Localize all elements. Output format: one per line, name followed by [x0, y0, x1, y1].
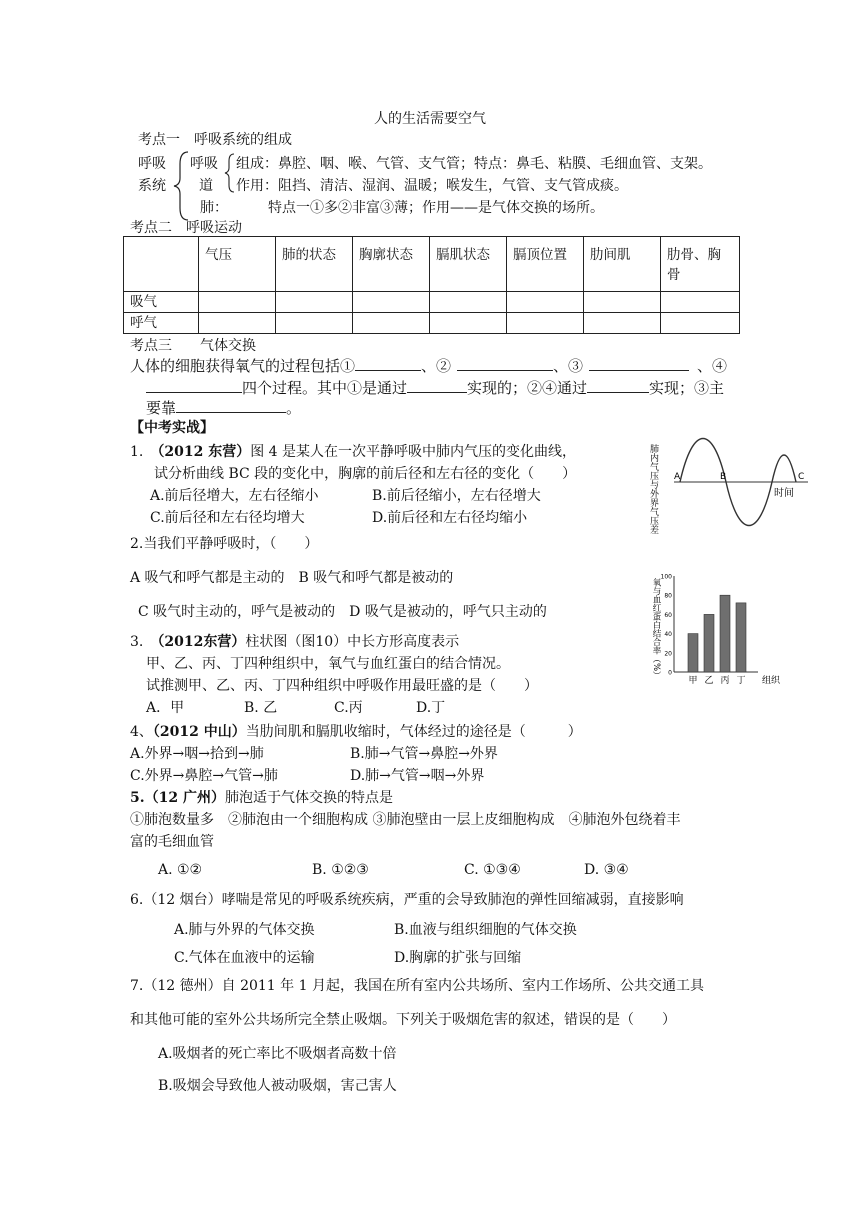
q4-option-c[interactable]: C.外界→鼻腔→气管→肺 — [130, 768, 278, 784]
q3-stem2: 甲、乙、丙、丁四种组织中，氧气与血红蛋白的结合情况。 — [146, 656, 510, 672]
q2-options-cd[interactable]: C 吸气时主动的，呼气是被动的 D 吸气是被动的，呼气只主动的 — [138, 604, 547, 620]
q4-option-b[interactable]: B.肺→气管→鼻腔→外界 — [350, 746, 498, 762]
q6-option-c[interactable]: C.气体在血液中的运输 — [174, 950, 315, 966]
kp1-composition: 组成：鼻腔、咽、喉、气管、支气管；特点：鼻毛、粘膜、毛细血管、支架。 — [236, 156, 712, 172]
blank-3[interactable] — [589, 356, 689, 371]
q3-option-d[interactable]: D.丁 — [416, 700, 446, 716]
y-tick-label: 60 — [664, 611, 672, 619]
kp3-line2: 四个过程。其中①是通过 实现的；②④通过 实现；③主 — [146, 378, 724, 398]
kp2-heading: 考点二 呼吸运动 — [130, 220, 242, 236]
kp1-lung-label: 肺： — [200, 200, 228, 216]
kp1-tract-top: 呼吸 — [190, 156, 218, 172]
table-header-cell: 肋骨、胸骨 — [661, 237, 740, 292]
table-header-cell: 胸廓状态 — [353, 237, 430, 292]
q1-stem2: 试分析曲线 BC 段的变化中，胸廓的前后径和左右径的变化（ ） — [154, 466, 577, 482]
section-heading: 【中考实战】 — [130, 420, 214, 436]
table-header-cell: 膈肌状态 — [430, 237, 507, 292]
kp1-tract-bottom: 道 — [199, 178, 213, 194]
q3-option-c[interactable]: C.丙 — [334, 700, 363, 716]
q6-stem: 6.（12 烟台）哮喘是常见的呼吸系统疾病，严重的会导致肺泡的弹性回缩减弱，直接影响 — [130, 892, 684, 908]
q5-opts2: 富的毛细血管 — [130, 834, 214, 850]
table-cell — [507, 292, 584, 313]
table-cell — [353, 313, 430, 334]
table-cell — [276, 313, 353, 334]
table-cell — [276, 292, 353, 313]
chart1-ylabel: 肺内气压与外界气压差 — [648, 444, 658, 534]
category-label: 丁 — [736, 676, 746, 686]
table-header-cell: 气压 — [199, 237, 276, 292]
table-cell — [430, 313, 507, 334]
breathing-table — [123, 236, 740, 334]
blank-6[interactable] — [587, 378, 649, 393]
kp1-function: 作用：阻挡、清洁、湿润、温暖；喉发生，气管、支气管成痰。 — [236, 178, 628, 194]
q1-option-c[interactable]: C.前后径和左右径均增大 — [150, 510, 305, 526]
kp1-lung-text: 特点一①多②非富③薄；作用——是气体交换的场所。 — [268, 200, 604, 216]
y-tick-label: 100 — [660, 573, 672, 581]
q7-option-b[interactable]: B.吸烟会导致他人被动吸烟，害己害人 — [158, 1078, 397, 1094]
table-cell — [507, 313, 584, 334]
y-tick-label: 40 — [664, 631, 672, 639]
table-cell — [661, 292, 740, 313]
table-header-cell — [124, 237, 199, 292]
table-cell — [199, 313, 276, 334]
table-cell — [353, 292, 430, 313]
q4-option-a[interactable]: A.外界→咽→拾到→肺 — [130, 746, 264, 762]
table-row — [124, 313, 740, 334]
table-cell — [661, 313, 740, 334]
bar-1 — [704, 614, 714, 672]
category-label: 甲 — [688, 676, 698, 686]
blank-5[interactable] — [407, 378, 467, 393]
kp3-line1: 人体的细胞获得氧气的过程包括① 、② 、③ 、④ — [130, 357, 728, 375]
bar-0 — [688, 634, 698, 672]
blank-7[interactable] — [176, 398, 286, 413]
kp1-heading: 考点一 呼吸系统的组成 — [138, 132, 292, 148]
y-tick-label: 80 — [664, 592, 672, 600]
chart2-ylabel: 氧与血红蛋白结合率（%） — [651, 578, 661, 680]
table-header-cell: 肺的状态 — [276, 237, 353, 292]
chart1-point-a: A — [674, 472, 681, 482]
q6-option-d[interactable]: D.胸廓的扩张与回缩 — [394, 950, 522, 966]
q7-stem2: 和其他可能的室外公共场所完全禁止吸烟。下列关于吸烟危害的叙述，错误的是（ ） — [130, 1012, 676, 1028]
category-label: 乙 — [704, 676, 714, 686]
table-header-cell: 肋间肌 — [584, 237, 661, 292]
category-label: 丙 — [720, 676, 730, 686]
q7-option-a[interactable]: A.吸烟者的死亡率比不吸烟者高数十倍 — [158, 1046, 397, 1062]
q5-stem: 5.（12 广州）肺泡适于气体交换的特点是 — [130, 790, 393, 806]
q4-option-d[interactable]: D.肺→气管→咽→外界 — [350, 768, 485, 784]
q5-option-d[interactable]: D. ③④ — [584, 862, 629, 878]
table-header-cell: 膈顶位置 — [507, 237, 584, 292]
table-cell — [199, 292, 276, 313]
kp3-heading: 考点三 气体交换 — [130, 338, 256, 354]
table-cell — [430, 292, 507, 313]
kp1-system-top: 呼吸 — [138, 156, 166, 172]
page-title: 人的生活需要空气 — [374, 111, 486, 127]
bar-2 — [720, 595, 730, 672]
q5-opts1: ①肺泡数量多 ②肺泡由一个细胞构成 ③肺泡壁由一层上皮细胞构成 ④肺泡外包绕着丰 — [130, 812, 681, 828]
q6-option-b[interactable]: B.血液与组织细胞的气体交换 — [394, 922, 577, 938]
chart1-point-b: B — [720, 472, 727, 482]
q1-stem: 1. （2012 东营）图 4 是某人在一次平静呼吸中肺内气压的变化曲线， — [130, 444, 577, 460]
chart2-xlabel: 组织 — [762, 676, 781, 686]
q2-options-ab[interactable]: A 吸气和呼气都是主动的 B 吸气和呼气都是被动的 — [130, 570, 454, 586]
pressure-curve-chart — [648, 436, 812, 536]
q3-stem: 3. （2012东营）柱状图（图10）中长方形高度表示 — [130, 634, 460, 650]
q3-stem3: 试推测甲、乙、丙、丁四种组织中呼吸作用最旺盛的是（ ） — [146, 678, 538, 694]
q5-option-b[interactable]: B. ①②③ — [312, 862, 369, 878]
bar-3 — [736, 603, 746, 672]
q5-option-a[interactable]: A. ①② — [158, 862, 203, 878]
blank-4[interactable] — [146, 378, 242, 393]
q6-option-a[interactable]: A.肺与外界的气体交换 — [174, 922, 315, 938]
q1-option-b[interactable]: B.前后径缩小，左右径增大 — [372, 488, 541, 504]
table-cell — [584, 292, 661, 313]
chart1-point-c: C — [798, 472, 805, 482]
q2-stem: 2.当我们平静呼吸时，（ ） — [130, 536, 319, 552]
q1-option-a[interactable]: A.前后径增大，左右径缩小 — [150, 488, 319, 504]
binding-rate-bar-chart — [648, 572, 800, 690]
q7-stem: 7.（12 德州）自 2011 年 1 月起，我国在所有室内公共场所、室内工作场所、公共交通工具 — [130, 978, 704, 994]
q3-option-a[interactable]: A．甲 — [146, 700, 185, 716]
blank-2[interactable] — [457, 356, 553, 371]
q5-option-c[interactable]: C. ①③④ — [464, 862, 521, 878]
table-header-row — [124, 237, 740, 292]
table-cell — [584, 313, 661, 334]
q1-option-d[interactable]: D.前后径和左右径均缩小 — [372, 510, 528, 526]
kp1-system-bottom: 系统 — [138, 178, 166, 194]
q3-option-b[interactable]: B. 乙 — [244, 700, 278, 716]
y-tick-label: 0 — [668, 669, 672, 677]
table-cell: 吸气 — [124, 292, 199, 313]
chart1-xlabel: 时间 — [774, 488, 794, 499]
table-cell: 呼气 — [124, 313, 199, 334]
q4-stem: 4、（2012 中山）当肋间肌和膈肌收缩时，气体经过的途径是（ ） — [130, 724, 582, 740]
y-tick-label: 20 — [664, 650, 672, 658]
blank-1[interactable] — [355, 356, 421, 371]
kp3-line3: 要靠 。 — [146, 399, 302, 417]
table-row — [124, 292, 740, 313]
